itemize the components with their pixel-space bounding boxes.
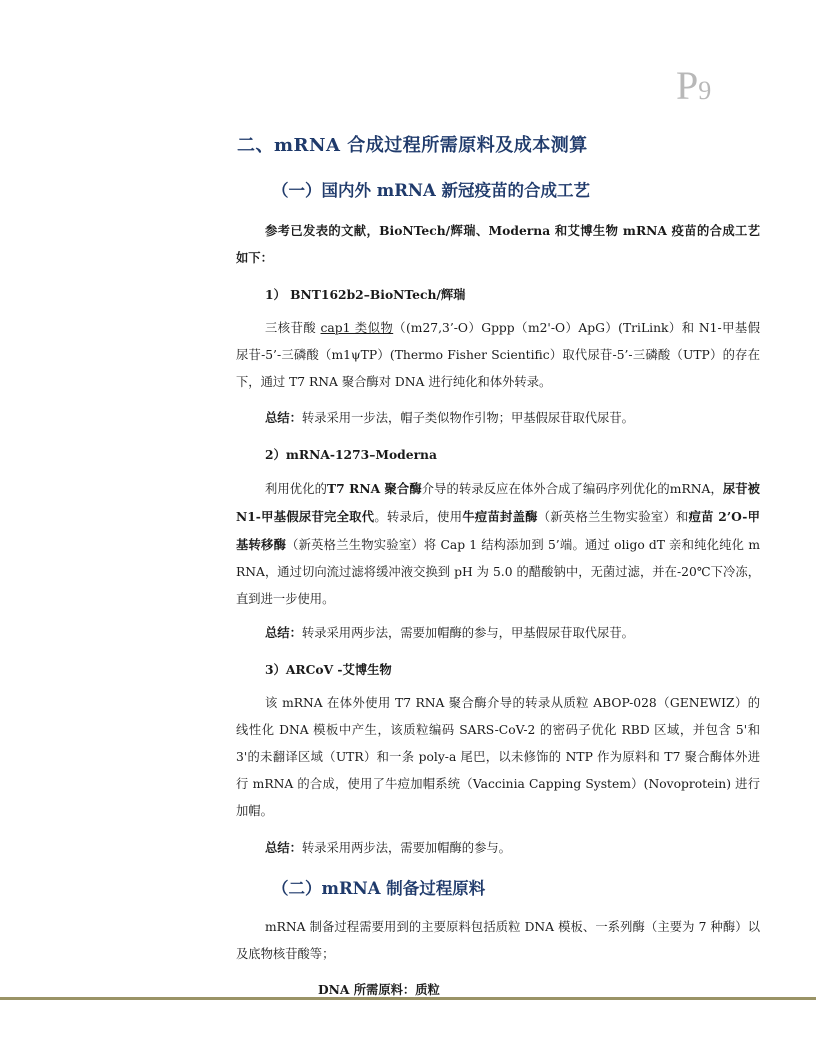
page-number [676, 62, 711, 109]
item1-text-before: 三核苷酸 [265, 321, 321, 335]
item3-heading: 3）ARCoV -艾博生物 [265, 662, 392, 677]
footer-divider [0, 997, 816, 1000]
item2-b1: T7 RNA 聚合酶 [327, 481, 422, 496]
materials-paragraph: mRNA 制备过程需要用到的主要原料包括质粒 DNA 模板、一系列酶（主要为 7 种酶）以及底物核苷酸等； [236, 920, 760, 961]
item3-summary [236, 834, 760, 862]
item2-b4: 痘苗 2’O-甲基转移酶 [236, 509, 760, 552]
item1-summary [236, 404, 760, 432]
page-number-prefix: P [676, 63, 699, 108]
item2-b3: 牛痘苗封盖酶 [462, 509, 538, 524]
item3-summary-label: 总结： [265, 840, 302, 855]
item2-b2: 尿苷被 N1-甲基假尿苷完全取代 [236, 481, 760, 524]
subsection-title-synthesis: （一）国内外 mRNA 新冠疫苗的合成工艺 [272, 181, 591, 200]
item2-p4: （新英格兰生物实验室）和 [537, 510, 689, 524]
section-title: 二、mRNA 合成过程所需原料及成本测算 [237, 135, 588, 156]
item2-p5: （新英格兰生物实验室）将 Cap 1 结构添加到 5’端。通过 oligo dT 亲和纯化纯化 mRNA，通过切向流过滤将缓冲液交换到 pH 为 5.0 的醋酸钠中，无菌过滤，并在-20℃下冷冻，直到进一步使用。 [236, 538, 760, 606]
item1-paragraph [236, 315, 760, 396]
figure-caption: DNA 所需原料：质粒 [318, 982, 440, 997]
item3-paragraph: 该 mRNA 在体外使用 T7 RNA 聚合酶介导的转录从质粒 ABOP-028（GENEWIZ）的线性化 DNA 模板中产生，该质粒编码 SARS-CoV-2 的密码子优化 RBD 区域，并包含 5'和 3'的未翻译区域（UTR）和一条 poly-a 尾巴，以未修饰的 NTP 作为原料和 T7 聚合酶体外进行 mRNA 的合成，使用了牛痘加帽系统（Vaccinia Capping System）(Novoprotein) 进行加帽。 [236, 696, 760, 818]
item1-text-after: （(m27,3’-O）Gppp（m2'-O）ApG）(TriLink）和 N1-甲基假尿苷-5’-三磷酸（m1ψTP）(Thermo Fisher Scientific）取代尿苷-5’-三磷酸（UTP）的存在下，通过 T7 RNA 聚合酶对 DNA 进行纯化和体外转录。 [236, 321, 760, 389]
item2-p2: 介导的转录反应在体外合成了编码序列优化的mRNA， [421, 482, 723, 496]
item1-summary-label: 总结： [265, 410, 302, 425]
item2-summary-label: 总结： [265, 625, 302, 640]
item3-summary-text: 转录采用两步法，需要加帽酶的参与。 [301, 841, 511, 855]
page-number-value: 9 [698, 76, 712, 105]
item1-text-underlined: cap1 类似物 [320, 321, 394, 335]
item1-heading: 1） BNT162b2–BioNTech/辉瑞 [265, 287, 466, 302]
item2-summary [236, 619, 760, 647]
item1-summary-text: 转录采用一步法，帽子类似物作引物；甲基假尿苷取代尿苷。 [301, 411, 634, 425]
item2-p1: 利用优化的 [265, 482, 328, 496]
item2-p3: 。转录后，使用 [374, 510, 463, 524]
item2-heading: 2）mRNA-1273–Moderna [265, 447, 437, 462]
item2-summary-text: 转录采用两步法，需要加帽酶的参与，甲基假尿苷取代尿苷。 [301, 626, 634, 640]
item2-paragraph [236, 475, 760, 613]
subsection-title-materials: （二）mRNA 制备过程原料 [272, 879, 486, 898]
intro-paragraph: 参考已发表的文献，BioNTech/辉瑞、Moderna 和艾博生物 mRNA 疫苗的合成工艺如下： [236, 223, 760, 265]
